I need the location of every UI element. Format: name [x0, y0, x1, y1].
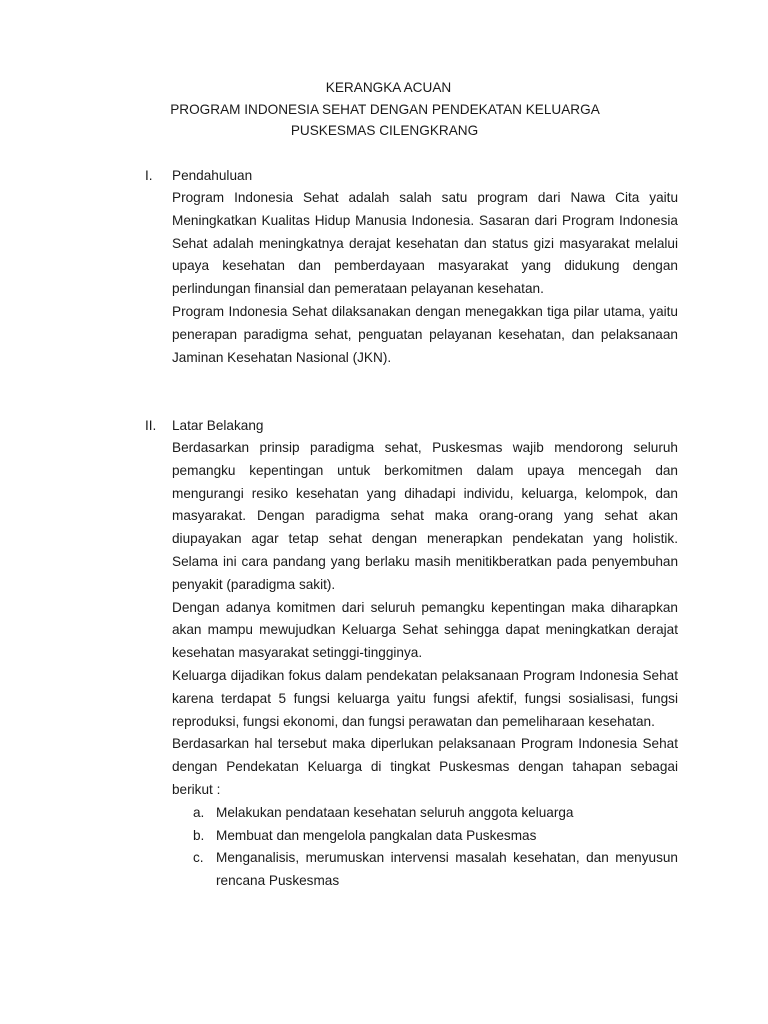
section-body [172, 437, 678, 893]
section-body [172, 187, 678, 369]
section-title: Latar Belakang [172, 418, 264, 433]
paragraph: Program Indonesia Sehat dilaksanakan dengan menegakkan tiga pilar utama, yaitu penerapan paradigma sehat, penguatan pelayanan kesehatan, dan pelaksanaan Jaminan Kesehatan Nasional (JKN). [172, 303, 678, 365]
list-item-text: Menganalisis, merumuskan intervensi masalah kesehatan, dan menyusun rencana Puskesmas [216, 850, 678, 889]
stages-list [172, 802, 678, 893]
list-marker: a. [193, 804, 205, 820]
section-pendahuluan [145, 164, 678, 369]
list-item [172, 847, 678, 893]
section-title: Pendahuluan [172, 168, 253, 183]
document-title: KERANGKA ACUAN [325, 80, 452, 95]
list-item-text: Melakukan pendataan kesehatan seluruh anggota keluarga [216, 804, 574, 820]
list-marker: c. [193, 850, 204, 866]
list-marker: b. [193, 827, 205, 843]
paragraph: Keluarga dijadikan fokus dalam pendekatan pelaksanaan Program Indonesia Sehat karena terdapat 5 fungsi keluarga yaitu fungsi afektif, fungsi sosialisasi, fungsi reproduksi, fungsi ekonomi, dan fungsi perawatan dan pemeliharaan kesehatan. [172, 667, 678, 729]
document-title-block [0, 77, 768, 142]
section-number: I. [145, 168, 153, 183]
section-heading [145, 164, 678, 187]
section-latar-belakang [145, 414, 678, 893]
list-item-text: Membuat dan mengelola pangkalan data Puskesmas [216, 827, 537, 843]
paragraph: Berdasarkan prinsip paradigma sehat, Puskesmas wajib mendorong seluruh pemangku kepentingan untuk berkomitmen dalam upaya mencegah dan mengurangi resiko kesehatan yang dihadapi individu, keluarga, kelompok, dan masyarakat. Dengan paradigma sehat maka orang-orang yang sehat akan diupayakan agar tetap sehat dengan menerapkan pendekatan yang holistik. Selama ini cara pandang yang berlaku masih menitikberatkan pada penyembuhan penyakit (paradigma sakit). [172, 440, 678, 592]
list-item [172, 802, 678, 825]
facility-title: PUSKESMAS CILENGKRANG [290, 123, 479, 138]
list-item [172, 825, 678, 848]
paragraph: Dengan adanya komitmen dari seluruh pemangku kepentingan maka diharapkan akan mampu mewujudkan Keluarga Sehat sehingga dapat meningkatkan derajat kesehatan masyarakat setinggi-tingginya. [172, 599, 678, 661]
paragraph: Program Indonesia Sehat adalah salah satu program dari Nawa Cita yaitu Meningkatkan Kualitas Hidup Manusia Indonesia. Sasaran dari Program Indonesia Sehat adalah meningkatnya derajat kesehatan dan status gizi masyarakat melalui upaya kesehatan dan pemberdayaan masyarakat yang didukung dengan perlindungan finansial dan pemerataan pelayanan kesehatan. [172, 190, 678, 297]
section-number: II. [145, 418, 157, 433]
section-heading [145, 414, 678, 437]
program-title: PROGRAM INDONESIA SEHAT DENGAN PENDEKATAN KELUARGA [170, 101, 600, 117]
paragraph: Berdasarkan hal tersebut maka diperlukan pelaksanaan Program Indonesia Sehat dengan Pendekatan Keluarga di tingkat Puskesmas dengan tahapan sebagai berikut : [172, 736, 678, 797]
